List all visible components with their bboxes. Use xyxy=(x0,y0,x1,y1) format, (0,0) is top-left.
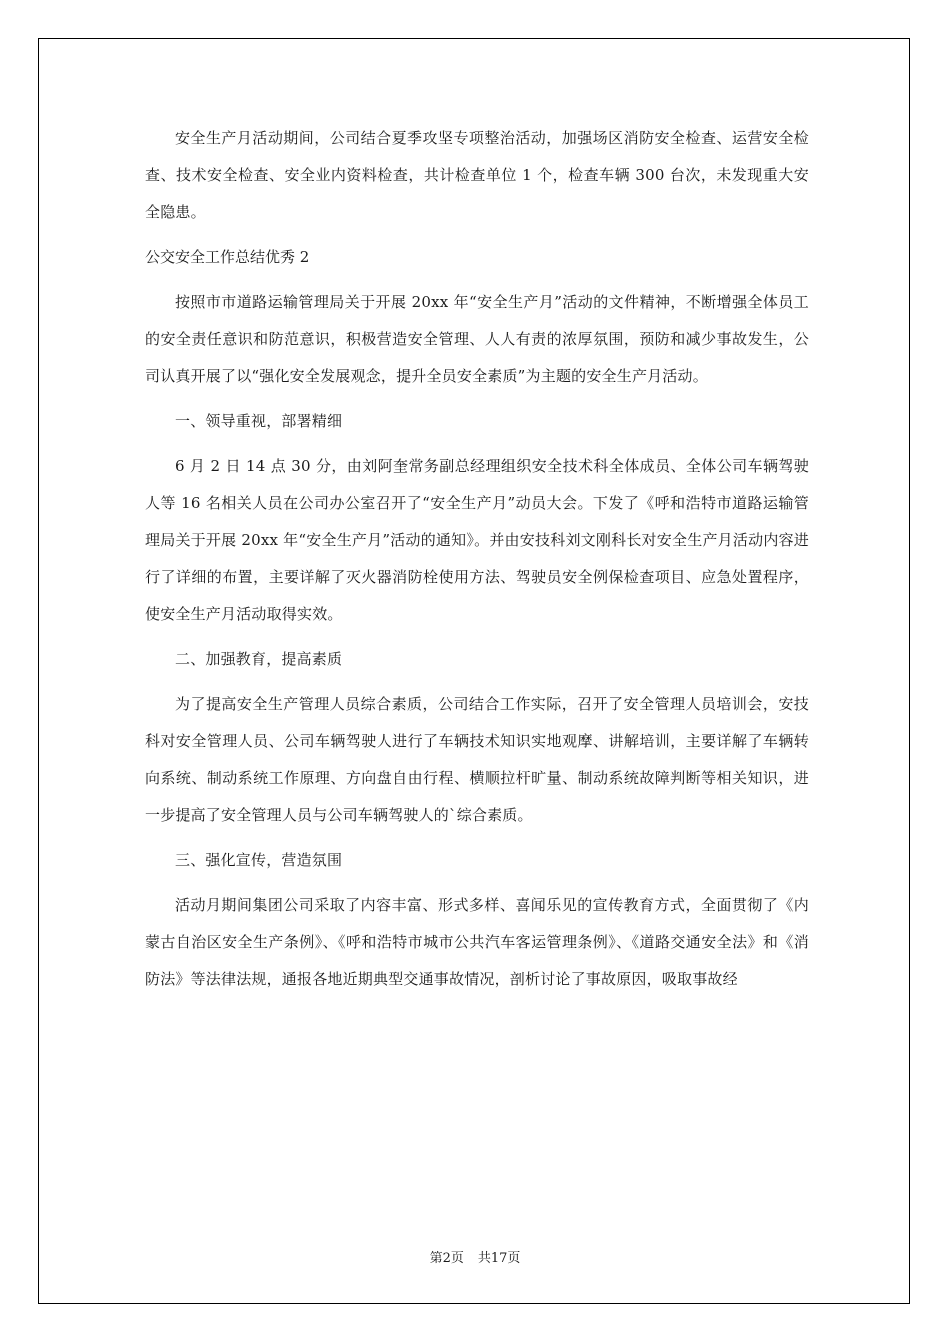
subheading-leadership: 一、领导重视，部署精细 xyxy=(175,412,343,430)
paragraph-inspection-summary: 安全生产月活动期间，公司结合夏季攻坚专项整治活动，加强场区消防安全检查、运营安全检查、技术安全检查、安全业内资料检查，共计检查单位 1 个，检查车辆 300 台次，未发现重大安全隐患。 xyxy=(145,129,809,221)
subheading-publicity: 三、强化宣传，营造氛围 xyxy=(175,851,343,869)
paragraph-intro: 按照市市道路运输管理局关于开展 20xx 年“安全生产月”活动的文件精神，不断增强全体员工的安全责任意识和防范意识，积极营造安全管理、人人有责的浓厚氛围，预防和减少事故发生，公司认真开展了以“强化安全发展观念，提升全员安全素质”为主题的安全生产月活动。 xyxy=(145,293,809,385)
paragraph-training: 为了提高安全生产管理人员综合素质，公司结合工作实际，召开了安全管理人员培训会，安技科对安全管理人员、公司车辆驾驶人进行了车辆技术知识实地观摩、讲解培训，主要详解了车辆转向系统、制动系统工作原理、方向盘自由行程、横顺拉杆旷量、制动系统故障判断等相关知识，进一步提高了安全管理人员与公司车辆驾驶人的`综合素质。 xyxy=(145,695,809,824)
page-number: 第2页 xyxy=(429,1251,464,1266)
page-footer xyxy=(0,1247,950,1266)
subheading-education: 二、加强教育，提高素质 xyxy=(175,650,343,668)
page-total: 共17页 xyxy=(477,1251,521,1266)
section-title: 公交安全工作总结优秀 2 xyxy=(145,248,310,266)
document-body xyxy=(145,120,809,998)
paragraph-mobilization-meeting: 6 月 2 日 14 点 30 分，由刘阿奎常务副总经理组织安全技术科全体成员、全体公司车辆驾驶人等 16 名相关人员在公司办公室召开了“安全生产月”动员大会。下发了《呼和浩特市道路运输管理局关于开展 20xx 年“安全生产月”活动的通知》。并由安技科刘文刚科长对安全生产月活动内容进行了详细的布置，主要详解了灭火器消防栓使用方法、驾驶员安全例保检查项目、应急处置程序，使安全生产月活动取得实效。 xyxy=(145,457,809,623)
paragraph-publicity: 活动月期间集团公司采取了内容丰富、形式多样、喜闻乐见的宣传教育方式，全面贯彻了《内蒙古自治区安全生产条例》、《呼和浩特市城市公共汽车客运管理条例》、《道路交通安全法》和《消防法》等法律法规，通报各地近期典型交通事故情况，剖析讨论了事故原因，吸取事故经 xyxy=(145,896,809,988)
